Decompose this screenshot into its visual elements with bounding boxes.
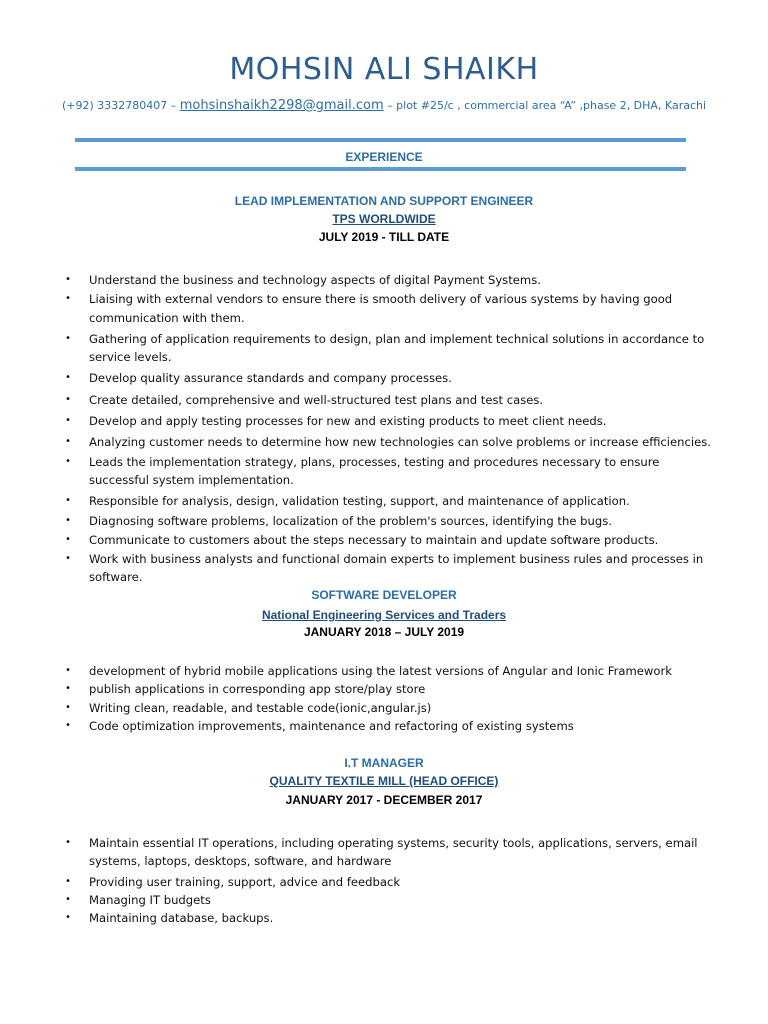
section-title-experience: EXPERIENCE (345, 150, 423, 164)
list-item: • Create detailed, comprehensive and well-structured test plans and test cases. (62, 391, 712, 409)
list-item: • Communicate to customers about the steps necessary to maintain and update software products. (62, 531, 712, 549)
list-item: • Responsible for analysis, design, validation testing, support, and maintenance of application. (62, 492, 712, 510)
list-item: • Managing IT budgets (62, 891, 712, 909)
list-item: • Work with business analysts and functional domain experts to implement business rules and processes in software. (62, 550, 712, 587)
list-item: • Analyzing customer needs to determine how new technologies can solve problems or increase efficiencies. (62, 433, 712, 451)
job-title: LEAD IMPLEMENTATION AND SUPPORT ENGINEER (234, 194, 534, 208)
list-item: • Writing clean, readable, and testable code(ionic,angular.js) (62, 699, 712, 717)
job-dates: JANUARY 2018 – JULY 2019 (303, 625, 465, 639)
contact-line (0, 98, 768, 113)
job-dates: JANUARY 2017 - DECEMBER 2017 (285, 793, 483, 807)
list-item: • Develop quality assurance standards and company processes. (62, 369, 712, 387)
list-item: • Leads the implementation strategy, plans, processes, testing and procedures necessary to ensure successful system implementation. (62, 453, 712, 490)
list-item: • Code optimization improvements, maintenance and refactoring of existing systems (62, 717, 712, 735)
list-item: • Liaising with external vendors to ensure there is smooth delivery of various systems by having good communication with them. (62, 290, 712, 327)
job-responsibilities-list (62, 271, 712, 587)
job-title: SOFTWARE DEVELOPER (311, 588, 457, 602)
list-item: • Diagnosing software problems, localization of the problem's sources, identifying the bugs. (62, 512, 712, 530)
job-responsibilities-list (62, 834, 712, 927)
list-item: • Maintaining database, backups. (62, 909, 712, 927)
job-title: I.T MANAGER (344, 756, 424, 770)
job-dates: JULY 2019 - TILL DATE (318, 230, 450, 244)
list-item: • Providing user training, support, advice and feedback (62, 873, 712, 891)
list-item: • Understand the business and technology aspects of digital Payment Systems. (62, 271, 712, 289)
phone-number: (+92) 3332780407 – (61, 99, 180, 112)
job-company: TPS WORLDWIDE (332, 212, 436, 226)
email-link[interactable]: mohsinshaikh2298@gmail.com (179, 98, 384, 113)
section-divider-top (75, 138, 686, 142)
list-item: • Maintain essential IT operations, including operating systems, security tools, applications, servers, email systems, laptops, desktops, software, and hardware (62, 834, 712, 871)
list-item: • Gathering of application requirements to design, plan and implement technical solutions in accordance to service levels. (62, 330, 712, 367)
job-responsibilities-list (62, 662, 712, 735)
list-item: • publish applications in corresponding app store/play store (62, 680, 712, 698)
list-item: • development of hybrid mobile applications using the latest versions of Angular and Ionic Framework (62, 662, 712, 680)
job-company: QUALITY TEXTILE MILL (HEAD OFFICE) (269, 774, 499, 788)
candidate-name: MOHSIN ALI SHAIKH (229, 52, 539, 87)
address: – plot #25/c , commercial area “A” ,phase 2, DHA, Karachi (383, 99, 707, 112)
list-item: • Develop and apply testing processes for new and existing products to meet client needs. (62, 412, 712, 430)
job-company: National Engineering Services and Traders (261, 608, 507, 622)
section-divider-bottom (75, 167, 686, 171)
